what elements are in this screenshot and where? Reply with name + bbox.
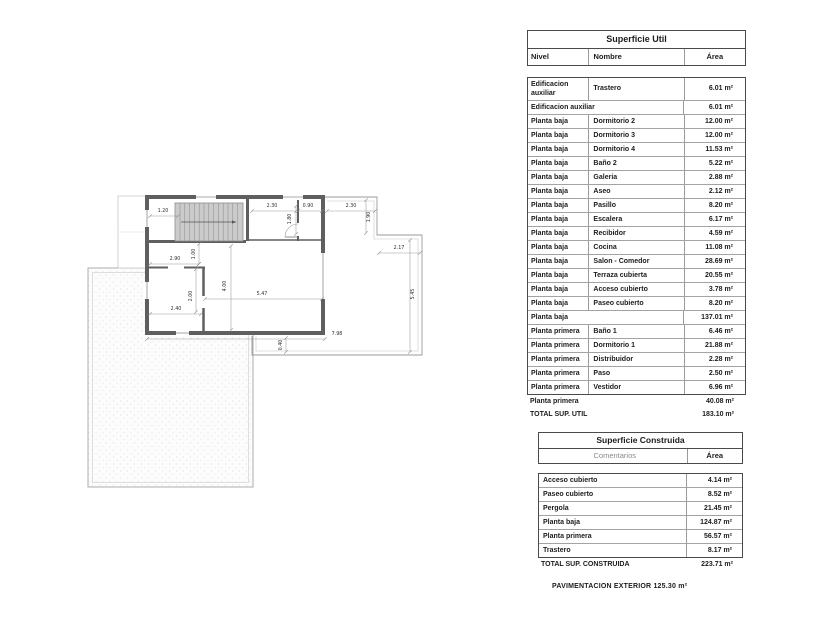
total-label: Planta primera (530, 398, 579, 405)
area-cell: 11.08 m² (684, 241, 746, 254)
dimension-label: 5.45 (411, 288, 416, 300)
level-summary-cell: Planta baja (531, 313, 568, 321)
comentarios-cell: Trastero (543, 546, 571, 554)
nivel-cell: Planta primera (531, 327, 580, 335)
superficie-construida-table (538, 432, 743, 571)
table-row (528, 296, 745, 310)
nombre-cell: Trastero (588, 78, 683, 100)
table-row (539, 543, 742, 557)
area-cell: 2.88 m² (684, 171, 746, 184)
nombre-cell: Dormitorio 4 (588, 143, 683, 156)
nombre-cell: Dormitorio 1 (588, 339, 683, 352)
area-cell: 8.20 m² (684, 199, 746, 212)
nombre-cell: Salon - Comedor (588, 255, 683, 268)
cons-table-header (538, 432, 743, 464)
table-row (539, 515, 742, 529)
area-cell: 2.50 m² (684, 367, 746, 380)
column-header-area: Área (684, 49, 745, 65)
nivel-cell: Planta baja (531, 173, 568, 181)
table-row (539, 474, 742, 487)
table-row (528, 380, 745, 394)
nivel-cell: Planta baja (531, 299, 568, 307)
total-area: 183.10 m² (702, 411, 734, 418)
area-cell: 21.88 m² (684, 339, 746, 352)
table-row (539, 529, 742, 543)
dimension-label: 1.80 (288, 213, 293, 225)
area-cell: 8.20 m² (684, 297, 746, 310)
nivel-cell: Planta baja (531, 145, 568, 153)
table-row (528, 100, 745, 114)
area-cell: 4.14 m² (686, 474, 742, 487)
area-cell: 8.17 m² (686, 544, 742, 557)
nivel-cell: Planta primera (531, 355, 580, 363)
area-cell: 12.00 m² (684, 129, 746, 142)
comentarios-cell: Planta primera (543, 532, 592, 540)
table-row (539, 487, 742, 501)
area-cell: 20.55 m² (684, 269, 746, 282)
dimension-label: 7.98 (331, 332, 343, 337)
nombre-cell: Dormitorio 2 (588, 115, 683, 128)
area-cell: 6.17 m² (684, 213, 746, 226)
nombre-cell: Distribuidor (588, 353, 683, 366)
nivel-cell: Edificacion auxiliar (531, 80, 569, 97)
table-row (528, 226, 745, 240)
comentarios-cell: Paseo cubierto (543, 490, 594, 498)
table-row (528, 212, 745, 226)
dimension-label: 2.00 (189, 290, 194, 302)
nivel-cell: Planta primera (531, 341, 580, 349)
exterior-paving-note: PAVIMENTACION EXTERIOR 125.30 m² (552, 583, 688, 590)
nivel-cell: Planta baja (531, 159, 568, 167)
comentarios-cell: Planta baja (543, 518, 580, 526)
nombre-cell: Baño 1 (588, 325, 683, 338)
nombre-cell: Paso (588, 367, 683, 380)
nivel-cell: Planta baja (531, 131, 568, 139)
table-row (528, 324, 745, 338)
total-row (527, 395, 746, 408)
table-row (528, 240, 745, 254)
area-cell: 137.01 m² (683, 311, 745, 324)
dimension-label: 5.47 (256, 292, 268, 297)
staircase (175, 203, 243, 241)
nivel-cell: Planta baja (531, 243, 568, 251)
area-cell: 2.12 m² (684, 185, 746, 198)
table-row (528, 114, 745, 128)
dimension-label: 1.20 (157, 209, 169, 214)
total-row (527, 408, 746, 421)
nombre-cell: Vestidor (588, 381, 683, 394)
dimension-label: 2.40 (170, 307, 182, 312)
dimension-label: 4.00 (223, 280, 228, 292)
nombre-cell: Baño 2 (588, 157, 683, 170)
dimension-label: 2.17 (393, 246, 405, 251)
table-row (528, 338, 745, 352)
area-cell: 56.57 m² (686, 530, 742, 543)
util-table-totals (527, 395, 746, 421)
nivel-cell: Planta baja (531, 215, 568, 223)
comentarios-cell: Pergola (543, 504, 569, 512)
column-header-area: Área (687, 449, 742, 463)
cons-table-total (538, 558, 743, 571)
total-area: 40.08 m² (705, 398, 734, 405)
column-header-nivel: Nivel (531, 51, 549, 61)
cons-table-title: Superficie Construida (539, 433, 742, 449)
util-table-body (527, 77, 746, 395)
table-row (528, 268, 745, 282)
dimension-label: 1.00 (192, 248, 197, 260)
nombre-cell: Recibidor (588, 227, 683, 240)
nivel-cell: Planta primera (531, 369, 580, 377)
table-row (539, 501, 742, 515)
nombre-cell: Aseo (588, 185, 683, 198)
nombre-cell: Terraza cubierta (588, 269, 683, 282)
dimension-label: 2.30 (345, 204, 357, 209)
dimension-label: 2.90 (169, 257, 181, 262)
area-cell: 11.53 m² (684, 143, 746, 156)
table-row (528, 366, 745, 380)
nombre-cell: Acceso cubierto (588, 283, 683, 296)
superficie-util-table (527, 30, 746, 421)
area-cell: 5.22 m² (684, 157, 746, 170)
area-cell: 21.45 m² (686, 502, 742, 515)
nombre-cell: Cocina (588, 241, 683, 254)
nivel-cell: Planta baja (531, 229, 568, 237)
side-strip (118, 196, 146, 268)
table-row (528, 128, 745, 142)
total-area: 223.71 m² (701, 561, 733, 568)
area-cell: 6.01 m² (683, 101, 745, 114)
total-row (538, 558, 743, 571)
table-row (528, 142, 745, 156)
cons-table-body (538, 473, 743, 558)
area-cell: 12.00 m² (684, 115, 746, 128)
nivel-cell: Planta baja (531, 257, 568, 265)
table-row (528, 282, 745, 296)
column-header-comentarios: Comentarios (593, 450, 637, 460)
table-row (528, 352, 745, 366)
dimension-label: 1.90 (367, 211, 372, 223)
area-cell: 2.28 m² (684, 353, 746, 366)
util-table-header (527, 30, 746, 66)
table-row (528, 198, 745, 212)
nombre-cell: Dormitorio 3 (588, 129, 683, 142)
area-cell: 28.69 m² (684, 255, 746, 268)
level-summary-cell: Edificacion auxiliar (531, 103, 595, 111)
nombre-cell: Pasillo (588, 199, 683, 212)
nivel-cell: Planta baja (531, 201, 568, 209)
table-row (528, 78, 745, 100)
table-row (528, 170, 745, 184)
total-label: TOTAL SUP. CONSTRUIDA (541, 561, 630, 568)
dimension-label: 0.90 (302, 204, 314, 209)
nivel-cell: Planta baja (531, 187, 568, 195)
util-table-title: Superficie Util (528, 31, 745, 49)
nombre-cell: Escalera (588, 213, 683, 226)
nombre-cell: Galeria (588, 171, 683, 184)
area-cell: 6.96 m² (684, 381, 746, 394)
nivel-cell: Planta baja (531, 285, 568, 293)
area-cell: 3.78 m² (684, 283, 746, 296)
table-row (528, 254, 745, 268)
area-cell: 124.87 m² (686, 516, 742, 529)
area-cell: 8.52 m² (686, 488, 742, 501)
nivel-cell: Planta baja (531, 271, 568, 279)
dimension-label: 2.30 (266, 204, 278, 209)
total-label: TOTAL SUP. UTIL (530, 411, 588, 418)
nombre-cell: Paseo cubierto (588, 297, 683, 310)
area-cell: 4.59 m² (684, 227, 746, 240)
dimension-label: 0.40 (279, 339, 284, 351)
table-row (528, 310, 745, 324)
comentarios-cell: Acceso cubierto (543, 476, 598, 484)
area-cell: 6.46 m² (684, 325, 746, 338)
nivel-cell: Planta primera (531, 383, 580, 391)
area-cell: 6.01 m² (684, 78, 746, 100)
column-header-nombre: Nombre (588, 49, 683, 65)
table-row (528, 184, 745, 198)
table-row (528, 156, 745, 170)
nivel-cell: Planta baja (531, 117, 568, 125)
